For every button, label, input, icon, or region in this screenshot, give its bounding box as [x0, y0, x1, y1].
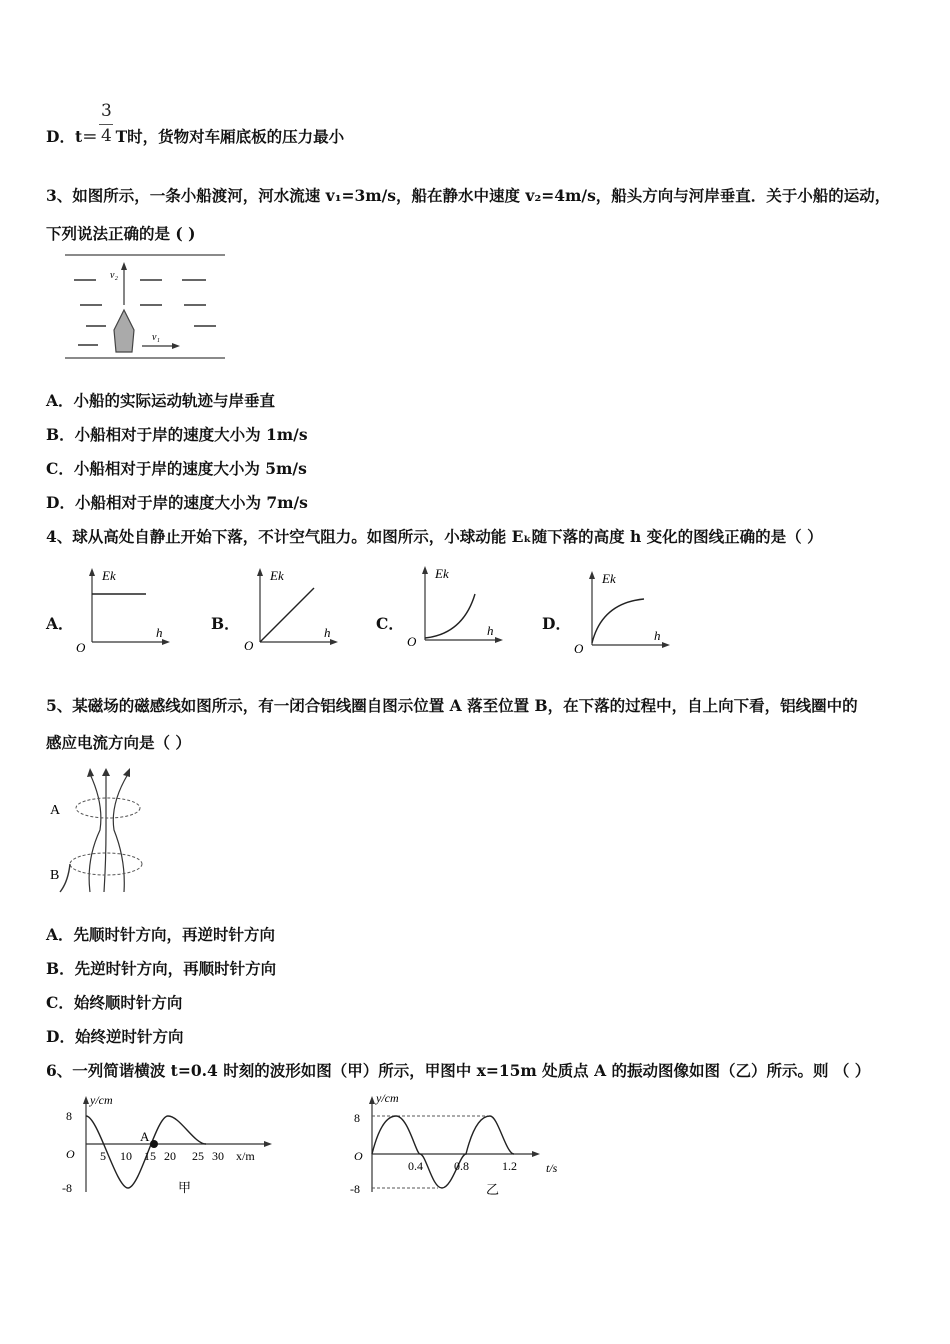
q6a-xtick-15: 15 — [144, 1149, 156, 1163]
q2-option-d-label: D． — [46, 127, 75, 146]
q6a-origin: O — [66, 1147, 75, 1161]
q6b-xtick-08: 0.8 — [454, 1159, 469, 1173]
q4d-axis-y: Ek — [602, 571, 616, 586]
q4b-axis-x: h — [324, 625, 331, 640]
q6b-xtick-04: 0.4 — [408, 1159, 423, 1173]
q5-magnetic-field-figure — [44, 764, 164, 899]
q5-stem-line2: 感应电流方向是（ ） — [46, 733, 191, 752]
q4a-axis-y: Ek — [102, 568, 116, 583]
q6-wave-figure-jia — [58, 1090, 283, 1200]
q6b-caption: 乙 — [486, 1182, 500, 1197]
q5-label-b: B — [50, 868, 60, 883]
q3-option-d: D．小船相对于岸的速度大小为 7m/s — [46, 493, 308, 512]
q3-river-figure — [60, 250, 230, 365]
fraction-numerator: 3 — [101, 101, 112, 121]
fraction-denominator: 4 — [101, 126, 112, 146]
q4a-origin: O — [76, 640, 86, 655]
q4a-axis-x: h — [156, 625, 163, 640]
q4-option-d-label: D． — [542, 614, 571, 633]
q6a-xtick-30: 30 — [212, 1149, 224, 1163]
q4-graph-b — [240, 562, 350, 657]
q4d-axis-x: h — [654, 628, 661, 643]
q3-stem-line1: 3、如图所示，一条小船渡河，河水流速 v₁=3m/s，船在静水中速度 v₂=4m/s，船头方向与河岸垂直．关于小船的运动， — [46, 186, 891, 205]
q6a-xtick-5: 5 — [100, 1149, 106, 1163]
fraction-bar — [99, 124, 113, 125]
q5-option-b: B．先逆时针方向，再顺时针方向 — [46, 959, 277, 978]
q6b-origin: O — [354, 1149, 363, 1163]
q6-vibration-figure-yi — [346, 1090, 576, 1200]
q4-graph-d — [572, 565, 682, 660]
q6b-xtick-12: 1.2 — [502, 1159, 517, 1173]
q6b-xlabel: t/s — [546, 1161, 558, 1175]
q3-stem-line2: 下列说法正确的是 ( ) — [46, 224, 196, 243]
q6a-ylabel: y/cm — [90, 1093, 113, 1107]
q4b-axis-y: Ek — [270, 568, 284, 583]
q4c-axis-y: Ek — [435, 566, 449, 581]
q6a-xtick-20: 20 — [164, 1149, 176, 1163]
q2-option-d — [46, 127, 344, 147]
q3-option-a: A．小船的实际运动轨迹与岸垂直 — [46, 391, 276, 410]
v1-label: v₁ — [152, 332, 160, 343]
q3-option-b: B．小船相对于岸的速度大小为 1m/s — [46, 425, 308, 444]
q6a-xtick-10: 10 — [120, 1149, 132, 1163]
q6a-caption: 甲 — [178, 1180, 192, 1195]
q2-option-d-t: t＝ — [74, 127, 98, 146]
q4-option-c-label: C． — [376, 614, 404, 633]
q5-label-a: A — [50, 803, 61, 818]
q6a-ytick-8: 8 — [66, 1109, 72, 1123]
q6a-xtick-25: 25 — [192, 1149, 204, 1163]
q6a-ytick-neg8: -8 — [62, 1181, 72, 1195]
q4-graph-c — [405, 560, 515, 655]
q4-option-b-label: B． — [211, 614, 240, 633]
q4-option-a-label: A． — [46, 614, 74, 633]
q6a-point-a: A — [140, 1129, 150, 1144]
q4c-axis-x: h — [487, 623, 494, 638]
q4c-origin: O — [407, 634, 417, 649]
q3-option-c: C．小船相对于岸的速度大小为 5m/s — [46, 459, 307, 478]
q4-graph-a — [72, 562, 182, 657]
q4d-origin: O — [574, 641, 584, 656]
q6b-ylabel: y/cm — [376, 1091, 399, 1105]
q5-option-c: C．始终顺时针方向 — [46, 993, 183, 1012]
q2-option-d-text: T时，货物对车厢底板的压力最小 — [115, 127, 345, 146]
q6b-ytick-8: 8 — [354, 1111, 360, 1125]
q6b-ytick-neg8: -8 — [350, 1182, 360, 1196]
q5-option-d: D．始终逆时针方向 — [46, 1027, 184, 1046]
v2-label: v₂ — [110, 270, 118, 281]
q5-option-a: A．先顺时针方向，再逆时针方向 — [46, 925, 276, 944]
q4b-origin: O — [244, 638, 254, 653]
q6-stem: 6、一列简谐横波 t=0.4 时刻的波形如图（甲）所示，甲图中 x=15m 处质点 A 的振动图像如图（乙）所示。则 （ ） — [46, 1061, 871, 1080]
q4-stem: 4、球从高处自静止开始下落，不计空气阻力。如图所示，小球动能 Eₖ随下落的高度 h 变化的图线正确的是（ ） — [46, 527, 823, 546]
q6a-xlabel: x/m — [236, 1149, 255, 1163]
q5-stem-line1: 5、某磁场的磁感线如图所示，有一闭合铝线圈自图示位置 A 落至位置 B，在下落的过程中，自上向下看，铝线圈中的 — [46, 696, 858, 715]
